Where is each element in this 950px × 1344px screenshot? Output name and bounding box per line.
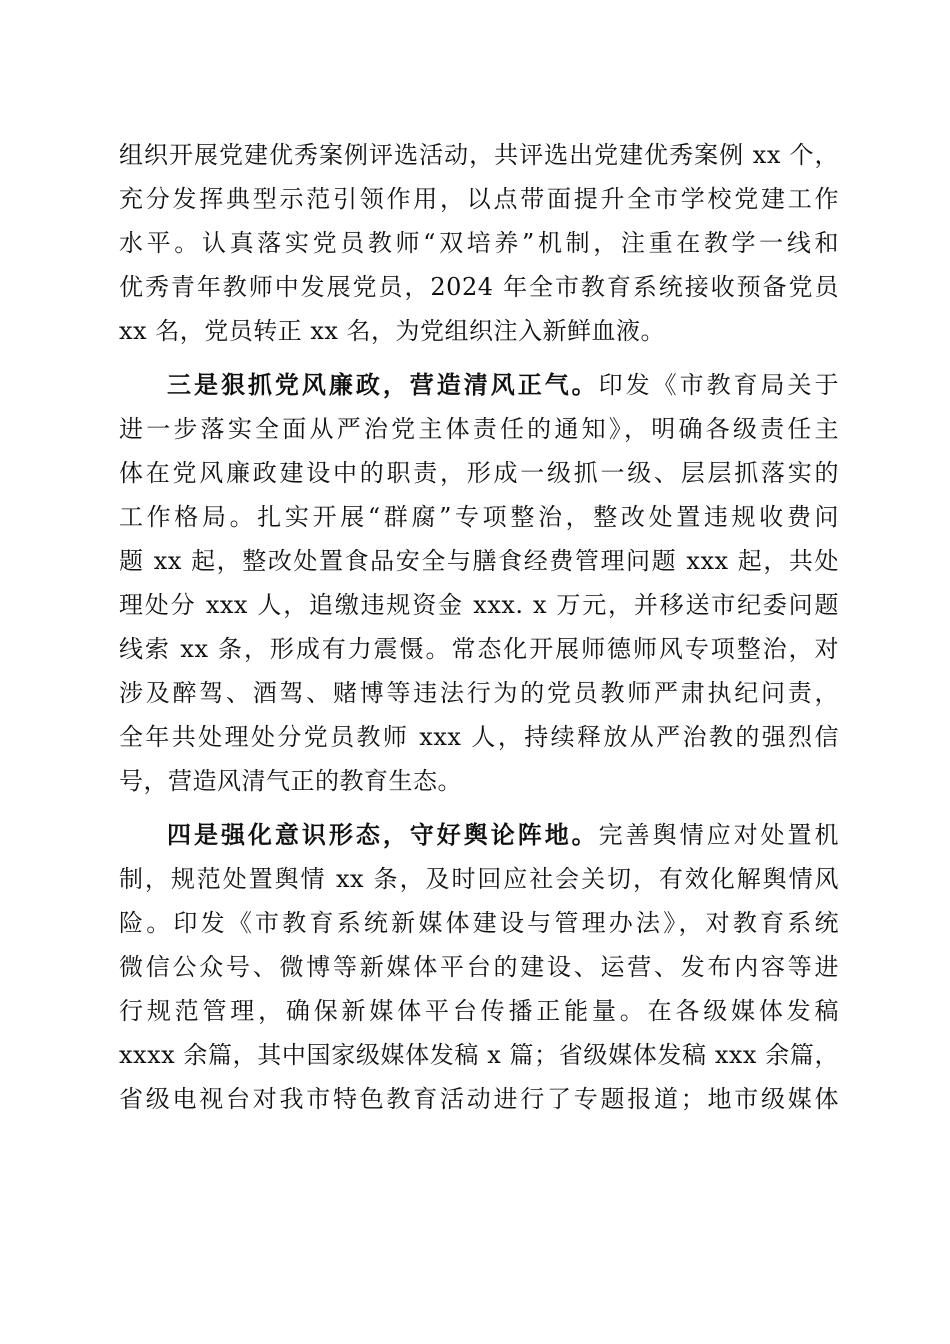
text-line: 优秀青年教师中发展党员，2024 年全市教育系统接收预备党员 [119, 273, 839, 301]
text-line: 理处分 xxx 人，追缴违规资金 xxx. x 万元，并移送市纪委问题 [119, 591, 839, 619]
text-line: 充分发挥典型示范引领作用，以点带面提升全市学校党建工作 [119, 185, 839, 213]
text-line: 体在党风廉政建设中的职责，形成一级抓一级、层层抓落实的 [119, 459, 839, 487]
text-line: 省级电视台对我市特色教育活动进行了专题报道；地市级媒体 [119, 1085, 839, 1113]
text-fragment: 印发《市教育局关于 [598, 371, 840, 399]
text-line: 全年共处理处分党员教师 xxx 人，持续释放从严治教的强烈信 [119, 723, 839, 751]
text-line: 线索 xx 条，形成有力震慑。常态化开展师德师风专项整治，对 [119, 635, 839, 663]
section-heading: 四是强化意识形态，守好舆论阵地。 [167, 820, 599, 849]
text-line: 制，规范处置舆情 xx 条，及时回应社会关切，有效化解舆情风 [119, 865, 839, 893]
text-line: 题 xx 起，整改处置食品安全与膳食经费管理问题 xxx 起，共处 [119, 547, 839, 575]
text-line: 工作格局。扎实开展“群腐”专项整治，整改处置违规收费问 [119, 503, 839, 531]
text-line: 号，营造风清气正的教育生态。 [119, 767, 462, 795]
section-heading: 三是狠抓党风廉政，营造清风正气。 [167, 370, 599, 399]
text-line: xx 名，党员转正 xx 名，为党组织注入新鲜血液。 [119, 317, 666, 345]
text-line: 险。印发《市教育系统新媒体建设与管理办法》，对教育系统 [119, 909, 839, 937]
paragraph-first-line [167, 369, 839, 401]
text-fragment: 完善舆情应对处置机 [598, 821, 840, 849]
text-line: 涉及醉驾、酒驾、赌博等违法行为的党员教师严肃执纪问责， [119, 679, 839, 707]
text-line: 水平。认真落实党员教师“双培养”机制，注重在教学一线和 [119, 229, 839, 257]
text-line: 组织开展党建优秀案例评选活动，共评选出党建优秀案例 xx 个， [119, 141, 839, 169]
text-line: xxxx 余篇，其中国家级媒体发稿 x 篇；省级媒体发稿 xxx 余篇， [119, 1041, 839, 1069]
paragraph-first-line [167, 819, 839, 851]
text-line: 微信公众号、微博等新媒体平台的建设、运营、发布内容等进 [119, 953, 839, 981]
text-line: 进一步落实全面从严治党主体责任的通知》，明确各级责任主 [119, 415, 839, 443]
text-line: 行规范管理，确保新媒体平台传播正能量。在各级媒体发稿 [119, 997, 839, 1025]
